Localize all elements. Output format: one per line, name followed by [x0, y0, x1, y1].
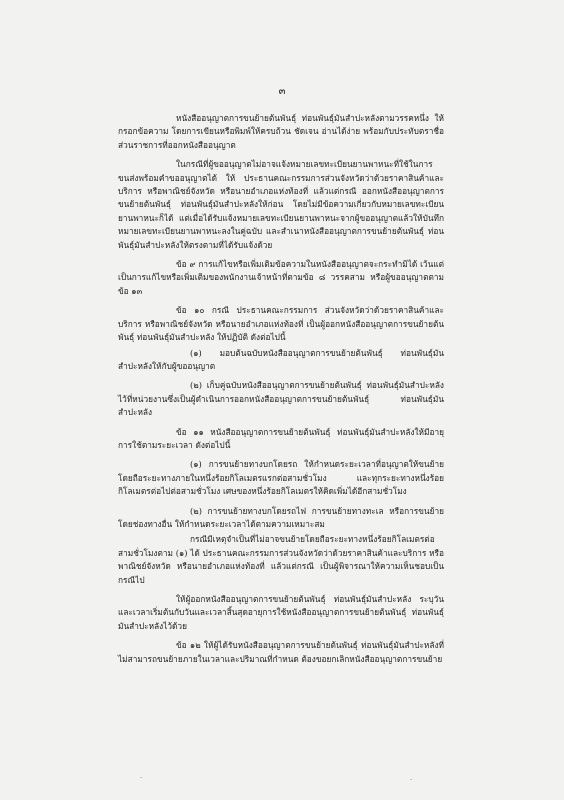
paragraph-clause-10-item-1: (๑) มอบต้นฉบับหนังสืออนุญาตการขนย้ายต้นพันธุ์ ท่อนพันธุ์มันสำปะหลังให้กับผู้ขออนุญาต [118, 347, 444, 371]
paragraph-vehicle-registration: ในกรณีที่ผู้ขออนุญาตไม่อาจแจ้งหมายเลขทะเบียนยานพาหนะที่ใช้ในการขนส่งพร้อมคำขออนุญาตได้ ให้ ประธานคณะกรรมการส่วนจังหวัดว่าด้วยราคาสินค้าและบริการ หรือพาณิชย์จังหวัด หรือนายอำเภอแห่งท้องที่ แล้วแต่กรณี ออกหนังสืออนุญาตการขนย้ายต้นพันธุ์ ท่อนพันธุ์มันสำปะหลังให้ก่อน โดยไม่มีข้อความเกี่ยวกับหมายเลขทะเบียนยานพาหนะก็ได้ แต่เมื่อได้รับแจ้งหมายเลขทะเบียนยานพาหนะจากผู้ขออนุญาตแล้วให้บันทึกหมายเลขทะเบียนยานพาหนะลงในคู่ฉบับ และสำเนาหนังสืออนุญาตการขนย้ายต้นพันธุ์ ท่อนพันธุ์มันสำปะหลังให้ตรงตามที่ได้รับแจ้งด้วย [118, 159, 444, 250]
paragraph-permit-form: หนังสืออนุญาตการขนย้ายต้นพันธุ์ ท่อนพันธุ์มันสำปะหลังตามวรรคหนึ่ง ให้กรอกข้อความ โดยการเขียนหรือพิมพ์ให้ครบถ้วน ชัดเจน อ่านได้ง่าย พร้อมกับประทับตราชื่อส่วนราชการที่ออกหนังสืออนุญาต [118, 113, 444, 150]
scan-speck: . [140, 772, 143, 780]
document-body [118, 112, 444, 668]
paragraph-clause-12: ข้อ ๑๒ ให้ผู้ได้รับหนังสืออนุญาตการขนย้ายต้นพันธุ์ ท่อนพันธุ์มันสำปะหลังที่ไม่สามารถขนย้ายภายในเวลาและปริมาณที่กำหนด ต้องขอยกเลิกหนังสืออนุญาตการขนย้าย [118, 640, 444, 664]
paragraph-clause-10: ข้อ ๑๐ กรณี ประธานคณะกรรมการ ส่วนจังหวัดว่าด้วยราคาสินค้าและบริการ หรือพาณิชย์จังหวัด หรือนายอำเภอแห่งท้องที่ เป็นผู้ออกหนังสืออนุญาตการขนย้ายต้นพันธุ์ ท่อนพันธุ์มันสำปะหลัง ให้ปฏิบัติ ดังต่อไปนี้ [118, 305, 444, 343]
paragraph-clause-11-item-1: (๑) การขนย้ายทางบกโดยรถ ให้กำหนดระยะเวลาที่อนุญาตให้ขนย้าย โดยถือระยะทางภายในหนึ่งร้อยกิโลเมตรแรกต่อสามชั่วโมง และทุกระยะทางหนึ่งร้อยกิโลเมตรต่อไปต่อสามชั่วโมง เศษของหนึ่งร้อยกิโลเมตรให้คิดเพิ่มได้อีกสามชั่วโมง [118, 459, 444, 497]
paragraph-clause-11-exception: กรณีมีเหตุจำเป็นที่ไม่อาจขนย้ายโดยถือระยะทางหนึ่งร้อยกิโลเมตรต่อสามชั่วโมงตาม (๑) ได้ ประธานคณะกรรมการส่วนจังหวัดว่าด้วยราคาสินค้าและบริการ หรือพาณิชย์จังหวัด หรือนายอำเภอแห่งท้องที่ แล้วแต่กรณี เป็นผู้พิจารณาให้ความเห็นชอบเป็นกรณีไป [118, 534, 444, 585]
paragraph-clause-10-item-2: (๒) เก็บคู่ฉบับหนังสืออนุญาตการขนย้ายต้นพันธุ์ ท่อนพันธุ์มันสำปะหลัง ไว้ที่หน่วยงานซึ่งเป็นผู้ดำเนินการออกหนังสืออนุญาตการขนย้ายต้นพันธุ์ ท่อนพันธุ์มันสำปะหลัง [118, 380, 444, 418]
page-number: ๓ [278, 86, 286, 97]
paragraph-clause-11: ข้อ ๑๑ หนังสืออนุญาตการขนย้ายต้นพันธุ์ ท่อนพันธุ์มันสำปะหลังให้มีอายุการใช้ตามระยะเวลา ดังต่อไปนี้ [118, 426, 444, 450]
paragraph-clause-11-validity: ให้ผู้ออกหนังสืออนุญาตการขนย้ายต้นพันธุ์ ท่อนพันธุ์มันสำปะหลัง ระบุวันและเวลาเริ่มต้นกับวันและเวลาสิ้นสุดอายุการใช้หนังสืออนุญาตการขนย้ายต้นพันธุ์ ท่อนพันธุ์มันสำปะหลังไว้ด้วย [118, 594, 444, 631]
scan-speck: · [410, 776, 413, 784]
paragraph-clause-11-item-2: (๒) การขนย้ายทางบกโดยรถไฟ การขนย้ายทางทะเล หรือการขนย้ายโดยช่องทางอื่น ให้กำหนดระยะเวลาได้ตามความเหมาะสม [118, 505, 444, 529]
paragraph-clause-9: ข้อ ๙ การแก้ไขหรือเพิ่มเติมข้อความในหนังสืออนุญาตจะกระทำมิได้ เว้นแต่เป็นการแก้ไขหรือเพิ่มเติมของพนักงานเจ้าหน้าที่ตามข้อ ๘ วรรคสาม หรือผู้ขออนุญาตตามข้อ ๑๓ [118, 259, 444, 296]
